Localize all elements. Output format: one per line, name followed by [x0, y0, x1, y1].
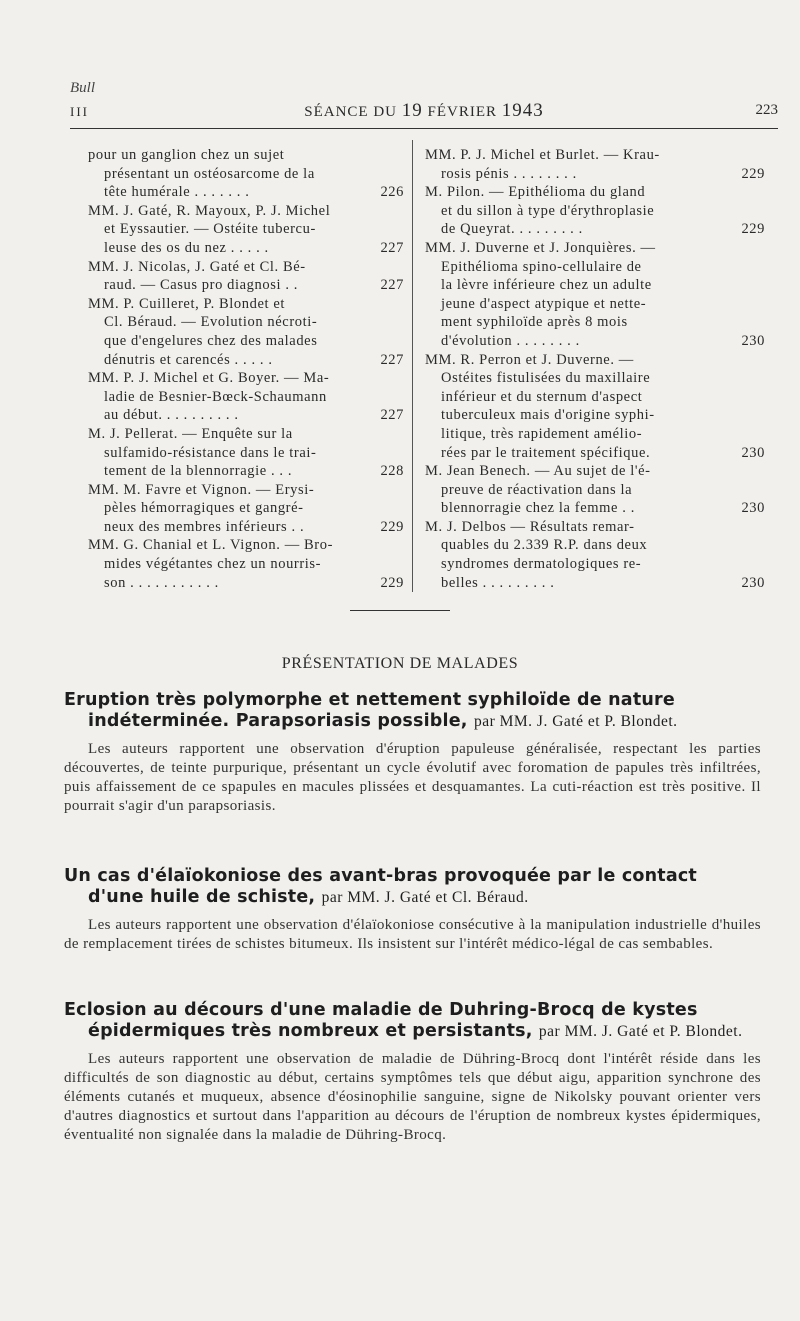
toc-entry-line: son . . . . . . . . . . .	[104, 574, 219, 591]
toc-entry-line: Epithélioma spino-cellulaire de	[441, 258, 642, 275]
toc-entry-line: MM. J. Duverne et J. Jonquières. —	[425, 239, 656, 256]
toc-entry-line: MM. P. J. Michel et Burlet. — Krau-	[425, 147, 660, 163]
toc-entry	[425, 146, 765, 183]
toc-page-number: 229	[741, 221, 765, 238]
toc-page-number: 230	[741, 500, 765, 517]
toc-entry-line: MM. J. Gaté, R. Mayoux, P. J. Michel	[88, 202, 331, 219]
toc-entry	[425, 183, 765, 239]
toc-entry-line: ladie de Besnier-Bœck-Schaumann	[104, 388, 327, 405]
article-title	[64, 866, 761, 908]
header-rule	[70, 128, 778, 129]
toc-entry-line: que d'engelures chez des malades	[104, 332, 318, 349]
toc-entry-line: dénutris et carencés . . . . .	[104, 351, 273, 368]
volume-number: III	[70, 104, 89, 119]
section-title: PRÉSENTATION DE MALADES	[281, 655, 519, 672]
toc-page-number: 226	[380, 184, 404, 201]
toc-page-number: 229	[741, 165, 765, 182]
title-line: d'une huile de schiste,	[88, 887, 316, 907]
article-body: Les auteurs rapportent une observation d'élaïokoniose consécutive à la manipulation industrielle d'huiles de remplacement tirées de schistes bitumeux. Ils insistent sur l'intérêt médico-légal de cas sembables.	[64, 917, 761, 952]
toc-entry-line: pour un ganglion chez un sujet	[88, 147, 285, 163]
toc-entry-line: d'évolution . . . . . . . .	[441, 332, 580, 349]
toc-page-number: 230	[741, 574, 765, 591]
toc-page-number: 227	[380, 239, 404, 256]
article-byline: par MM. J. Gaté et Cl. Béraud.	[321, 889, 529, 906]
toc-entry-line: et du sillon à type d'érythroplasie	[441, 202, 655, 219]
title-line: Un cas d'élaïokoniose des avant-bras provoquée par le contact	[64, 866, 697, 886]
running-header	[70, 100, 778, 126]
toc-entry	[88, 295, 404, 369]
header-title	[70, 100, 778, 122]
toc-entry	[88, 481, 404, 537]
title-month: FÉVRIER	[427, 104, 498, 120]
toc-entry-line: mides végétantes chez un nourris-	[104, 556, 322, 573]
article-3	[64, 1000, 761, 1145]
toc-entry-line: quables du 2.339 R.P. dans deux	[441, 537, 648, 554]
toc-entry-line: tête humérale . . . . . . .	[104, 184, 250, 201]
toc-entry-line: tuberculeux mais d'origine syphi-	[441, 407, 655, 424]
toc-entry-line: MM. M. Favre et Vignon. — Erysi-	[88, 481, 315, 498]
toc-entry-line: la lèvre inférieure chez un adulte	[441, 277, 652, 294]
toc-entry-line: M. Jean Benech. — Au sujet de l'é-	[425, 463, 651, 480]
article-1	[64, 690, 761, 816]
section-rule	[350, 610, 450, 611]
toc-entry-line: M. Pilon. — Epithélioma du gland	[425, 184, 646, 201]
toc-entry-line: jeune d'aspect atypique et nette-	[441, 295, 647, 312]
toc-entry	[425, 462, 765, 518]
article-byline: par MM. J. Gaté et P. Blondet.	[538, 1023, 743, 1040]
toc-page-number: 229	[380, 518, 404, 535]
toc-entry-line: preuve de réactivation dans la	[441, 481, 633, 498]
toc-entry-line: MM. P. Cuilleret, P. Blondet et	[88, 295, 286, 312]
title-line: Eclosion au décours d'une maladie de Duhring-Brocq de kystes	[64, 1000, 698, 1020]
page-number: 223	[755, 102, 778, 118]
title-day: 19	[401, 100, 423, 121]
toc-entry-line: MM. G. Chanial et L. Vignon. — Bro-	[88, 537, 333, 554]
toc-entry-line: présentant un ostéosarcome de la	[104, 165, 315, 182]
toc-entry-line: MM. J. Nicolas, J. Gaté et Cl. Bé-	[88, 258, 306, 275]
toc-entry-line: litique, très rapidement amélio-	[441, 425, 643, 442]
article-title	[64, 690, 761, 732]
title-line: indéterminée. Parapsoriasis possible,	[88, 711, 468, 731]
toc-entry-line: inférieur et du sternum d'aspect	[441, 388, 643, 405]
toc-entry-line: de Queyrat. . . . . . . . .	[441, 221, 583, 238]
toc-entry	[88, 369, 404, 425]
toc-entry-line: leuse des os du nez . . . . .	[104, 239, 269, 256]
toc-entry-line: M. J. Pellerat. — Enquête sur la	[88, 425, 293, 442]
toc-page-number: 227	[380, 351, 404, 368]
article-byline: par MM. J. Gaté et P. Blondet.	[473, 713, 678, 730]
toc-entry	[88, 146, 404, 202]
toc-entry-line: raud. — Casus pro diagnosi . .	[104, 277, 298, 294]
toc-entry-line: au début. . . . . . . . . .	[104, 407, 239, 424]
toc-page-number: 227	[380, 277, 404, 294]
article-body: Les auteurs rapportent une observation d'éruption papuleuse généralisée, respectant les parties découvertes, de teinte purpurique, présentant un cycle évolutif avec foromation de papules très infiltrées, puis affaissement de ce spapules en macules plissées et desquamantes. La cuti-réaction est très positive. Il pourrait s'agir d'un parapsoriasis.	[64, 741, 761, 814]
toc-entry	[88, 258, 404, 295]
toc-entry	[88, 425, 404, 481]
title-line: Eruption très polymorphe et nettement syphiloïde de nature	[64, 690, 675, 710]
title-prefix: SÉANCE DU	[304, 104, 397, 120]
toc-right-column	[425, 146, 765, 592]
toc-entry	[425, 518, 765, 592]
toc-entry-line: MM. R. Perron et J. Duverne. —	[425, 351, 634, 368]
toc-entry-line: belles . . . . . . . . .	[441, 574, 555, 591]
toc-entry-line: M. J. Delbos — Résultats remar-	[425, 518, 635, 535]
article-body: Les auteurs rapportent une observation de maladie de Dühring-Brocq dont l'intérêt réside dans les difficultés de son diagnostic au début, certains symptômes tels que début aigu, apparition synchrone des éléments cutanés et muqueux, absence d'éosinophilie sanguine, signe de Nikolsky pouvant orienter vers d'autres diagnostics et surtout dans l'apparition au décours de l'éruption de nombreux kystes épidermiques, éventualité non signalée dans la maladie de Dühring-Brocq.	[64, 1051, 761, 1143]
toc-entry-line: syndromes dermatologiques re-	[441, 556, 642, 573]
toc-entry	[88, 202, 404, 258]
title-line: épidermiques très nombreux et persistants,	[88, 1021, 533, 1041]
toc-entry-line: pèles hémorragiques et gangré-	[104, 500, 304, 517]
toc-page-number: 228	[380, 463, 404, 480]
toc-entry-line: et Eyssautier. — Ostéite tubercu-	[104, 221, 316, 238]
toc-entry-line: ment syphiloïde après 8 mois	[441, 314, 628, 331]
toc-entry-line: rées par le traitement spécifique.	[441, 444, 651, 461]
toc-entry	[425, 351, 765, 463]
toc-entry-line: rosis pénis . . . . . . . .	[441, 165, 577, 182]
toc-page-number: 230	[741, 444, 765, 461]
article-title	[64, 1000, 761, 1042]
title-year: 1943	[501, 100, 544, 121]
toc-entry-line: tement de la blennorragie . . .	[104, 463, 293, 480]
toc-entry-line: blennorragie chez la femme . .	[441, 500, 635, 517]
toc-entry-line: sulfamido-résistance dans le trai-	[104, 444, 317, 461]
toc-entry-line: MM. P. J. Michel et G. Boyer. — Ma-	[88, 370, 330, 387]
toc-entry-line: neux des membres inférieurs . .	[104, 518, 305, 535]
toc-entry	[425, 239, 765, 351]
article-2	[64, 866, 761, 954]
toc-entry-line: Ostéites fistulisées du maxillaire	[441, 370, 651, 387]
toc-entry-line: Cl. Béraud. — Evolution nécroti-	[104, 314, 318, 331]
toc-page-number: 227	[380, 407, 404, 424]
toc-left-column	[88, 146, 404, 592]
toc-entry	[88, 536, 404, 592]
toc-page-number: 230	[741, 332, 765, 349]
handwritten-note: Bull	[70, 80, 95, 96]
column-divider	[412, 140, 413, 592]
toc-page-number: 229	[380, 574, 404, 591]
